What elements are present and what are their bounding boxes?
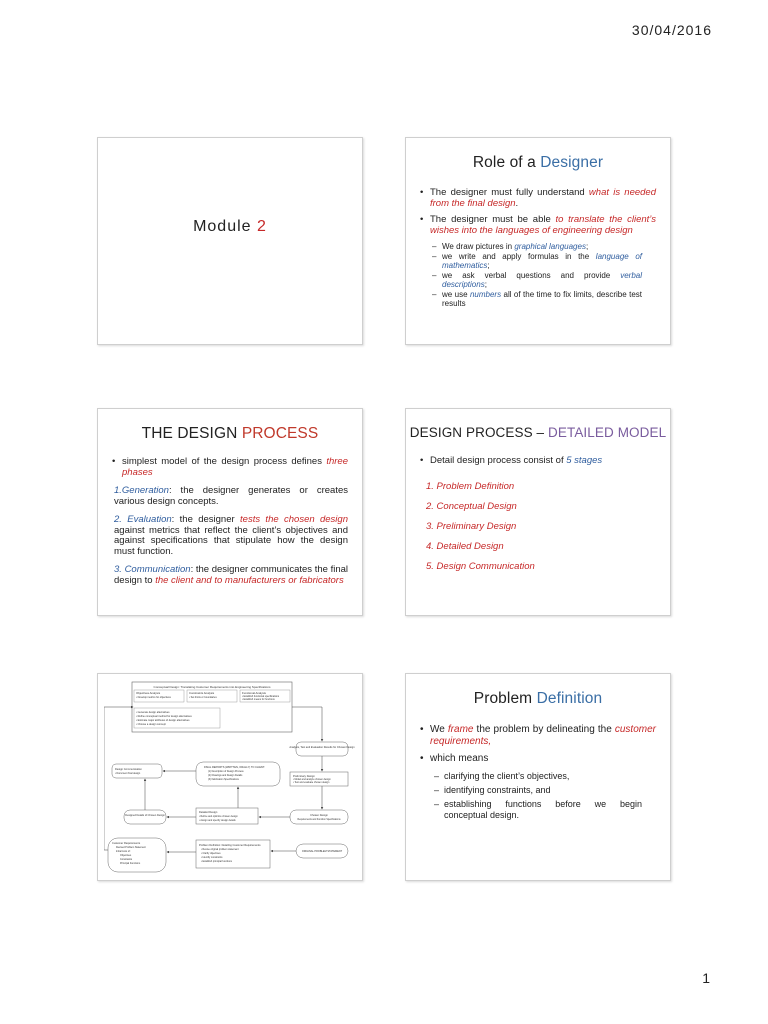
- module-title: Module 2: [193, 218, 267, 235]
- sub-objectives: – clarifying the client’s objectives,: [444, 771, 642, 782]
- cust-text: Customer Requirements: [112, 842, 141, 845]
- chosen-sub: Requirements and Function Specifications: [297, 819, 341, 821]
- conceptual-title: Conceptual Design: Translating Customer Requirements into Engineering Specifications: [153, 685, 271, 689]
- slide-title: DESIGN PROCESS – DETAILED MODEL: [409, 425, 667, 440]
- phase-communication: 3. Communication: the designer communicates the final design to the client and to manufacturers or fabricators: [114, 564, 348, 586]
- prelim-sub: • Model and analyze chosen design: [293, 778, 331, 781]
- probdef-4: • Establish principal functions: [201, 860, 233, 863]
- gen-alt-3: • Estimate major attributes of design alternatives: [136, 719, 190, 722]
- analysis-text: Analysis, Test and Evaluation Results for Chosen Design: [289, 746, 355, 749]
- page-number: 1: [702, 970, 710, 986]
- phase-evaluation: 2. Evaluation: the designer tests the chosen design against metrics that reflect the client’s objectives and against specifications that stipulate how the design must function.: [114, 514, 348, 557]
- sub-mathematics: – we write and apply formulas in the language of mathematics;: [442, 252, 642, 270]
- slide-process-diagram: [97, 673, 363, 881]
- con-title: Constraints Analysis: [189, 691, 215, 695]
- stage-item: 2. Conceptual Design: [426, 500, 517, 512]
- bullet-three-phases: • simplest model of the design process defines three phases: [122, 457, 348, 478]
- prelim-text: Preliminary Design: [293, 775, 315, 778]
- slide-problem-definition: [405, 673, 671, 881]
- cust-1: Revised Problem Statement: [116, 846, 146, 849]
- slide-design-process: [97, 408, 363, 616]
- comm-node: [112, 764, 162, 778]
- bullet-five-stages: • Detail design process consist of 5 stages: [430, 456, 656, 467]
- obj-sub: • Develop metrics for objectives: [136, 696, 171, 699]
- slide-role-of-designer: [405, 137, 671, 345]
- stage-item: 3. Preliminary Design: [426, 520, 517, 532]
- probdef-1: • Revise original problem statement: [201, 848, 239, 851]
- fun-sub: • Establish functional specifications: [242, 695, 280, 698]
- prelim-sub2: • Test and evaluate chosen design: [293, 781, 330, 784]
- document-date: 30/04/2016: [631, 22, 712, 38]
- cust-4: Constraints: [120, 858, 133, 861]
- sub-numbers: – we use numbers all of the time to fix limits, describe test results: [442, 290, 642, 308]
- analysis-node: [296, 742, 348, 756]
- comm-sub: • Document final design: [115, 772, 141, 775]
- stage-item: 5. Design Communication: [426, 560, 535, 572]
- probdef-2: • Clarify objectives: [201, 852, 221, 855]
- bullet-understand: • The designer must fully understand what is needed from the final design.: [430, 188, 656, 209]
- comm-text: Design Communication: [115, 768, 142, 771]
- bullet-list: [406, 456, 670, 467]
- stage-item: 4. Detailed Design: [426, 540, 504, 552]
- fun-sub2: • Establish means for functions: [242, 698, 275, 701]
- sub-functions: – establishing functions before we begin conceptual design.: [444, 799, 642, 821]
- final-3: (3) Fabrication Specifications: [208, 778, 239, 781]
- sub-list: [430, 771, 656, 821]
- probdef-3: • Identify constraints: [201, 856, 223, 859]
- stage-list: [406, 481, 670, 572]
- cust-3: Objectives: [120, 854, 132, 857]
- detail-sub2: • Assign and specify design details: [199, 819, 236, 822]
- cust-2: Initial Lists of:: [116, 850, 131, 853]
- slide-module: [97, 137, 363, 345]
- sub-constraints: – identifying constraints, and: [444, 785, 642, 796]
- final-text: FINAL REPORTS (WRITTEN, ORALLY) TO CLIENT:: [204, 766, 265, 769]
- bullet-translate: • The designer must be able to translate the client’s wishes into the languages of engineering design – We draw pictures in graphical languages; – we write and apply formulas in the language of mathematics; – we ask verbal questions and provide verbal descriptions; – we use numbers all of the time to fix limits, describe test results: [430, 215, 656, 308]
- cust-5: Principal Functions: [120, 862, 141, 865]
- probdef-text: Problem Definition: Detailing Customer Requirements: [199, 844, 261, 847]
- bullet-list: [406, 724, 670, 821]
- gen-alt-4: • Choose a design concept: [136, 723, 166, 726]
- stage-item: 1. Problem Definition: [426, 480, 515, 492]
- final-2: (2) Drawings and Design Details: [208, 774, 243, 777]
- sub-graphical: – We draw pictures in graphical languages;: [442, 242, 642, 251]
- design-process-flowchart: [104, 680, 358, 876]
- bullet-list: [406, 188, 670, 308]
- con-sub: • Set limits or boundaries: [189, 696, 217, 699]
- slide-detailed-model: [405, 408, 671, 616]
- gen-alt-1: • Generate design alternatives: [136, 711, 170, 714]
- gen-alt-2: • Refine conceptual method for design alternatives: [136, 715, 192, 718]
- obj-title: Objectives Analysis: [136, 691, 161, 695]
- detail-sub: • Refine and optimize chosen design: [199, 815, 238, 818]
- bullet-which-means: • which means – clarifying the client’s objectives, – identifying constraints, and – establishing functions before we begin conceptual design.: [430, 753, 656, 821]
- original-text: ORIGINAL PROBLEM STATEMENT: [301, 850, 343, 853]
- chosen-node: [290, 810, 348, 824]
- sub-verbal: – we ask verbal questions and provide verbal descriptions;: [442, 271, 642, 289]
- slide-title: Problem Definition: [473, 690, 603, 707]
- slide-title: THE DESIGN PROCESS: [141, 425, 319, 442]
- bullet-list: [98, 457, 362, 478]
- chosen-text: Chosen Design: [310, 814, 328, 817]
- fun-title: Functional Analysis: [242, 691, 266, 695]
- designed-text: Designed Details of Chosen Design: [125, 814, 165, 817]
- final-1: (1) Description of Design Process: [208, 770, 244, 773]
- slide-title: Role of a Designer: [472, 154, 604, 171]
- bullet-frame: • We frame the problem by delineating the customer requirements,: [430, 724, 656, 748]
- designed-node: [124, 810, 166, 824]
- phase-generation: 1.Generation: the designer generates or creates various design concepts.: [114, 485, 348, 507]
- sub-list: [430, 242, 656, 308]
- detail-text: Detailed Design: [199, 811, 218, 814]
